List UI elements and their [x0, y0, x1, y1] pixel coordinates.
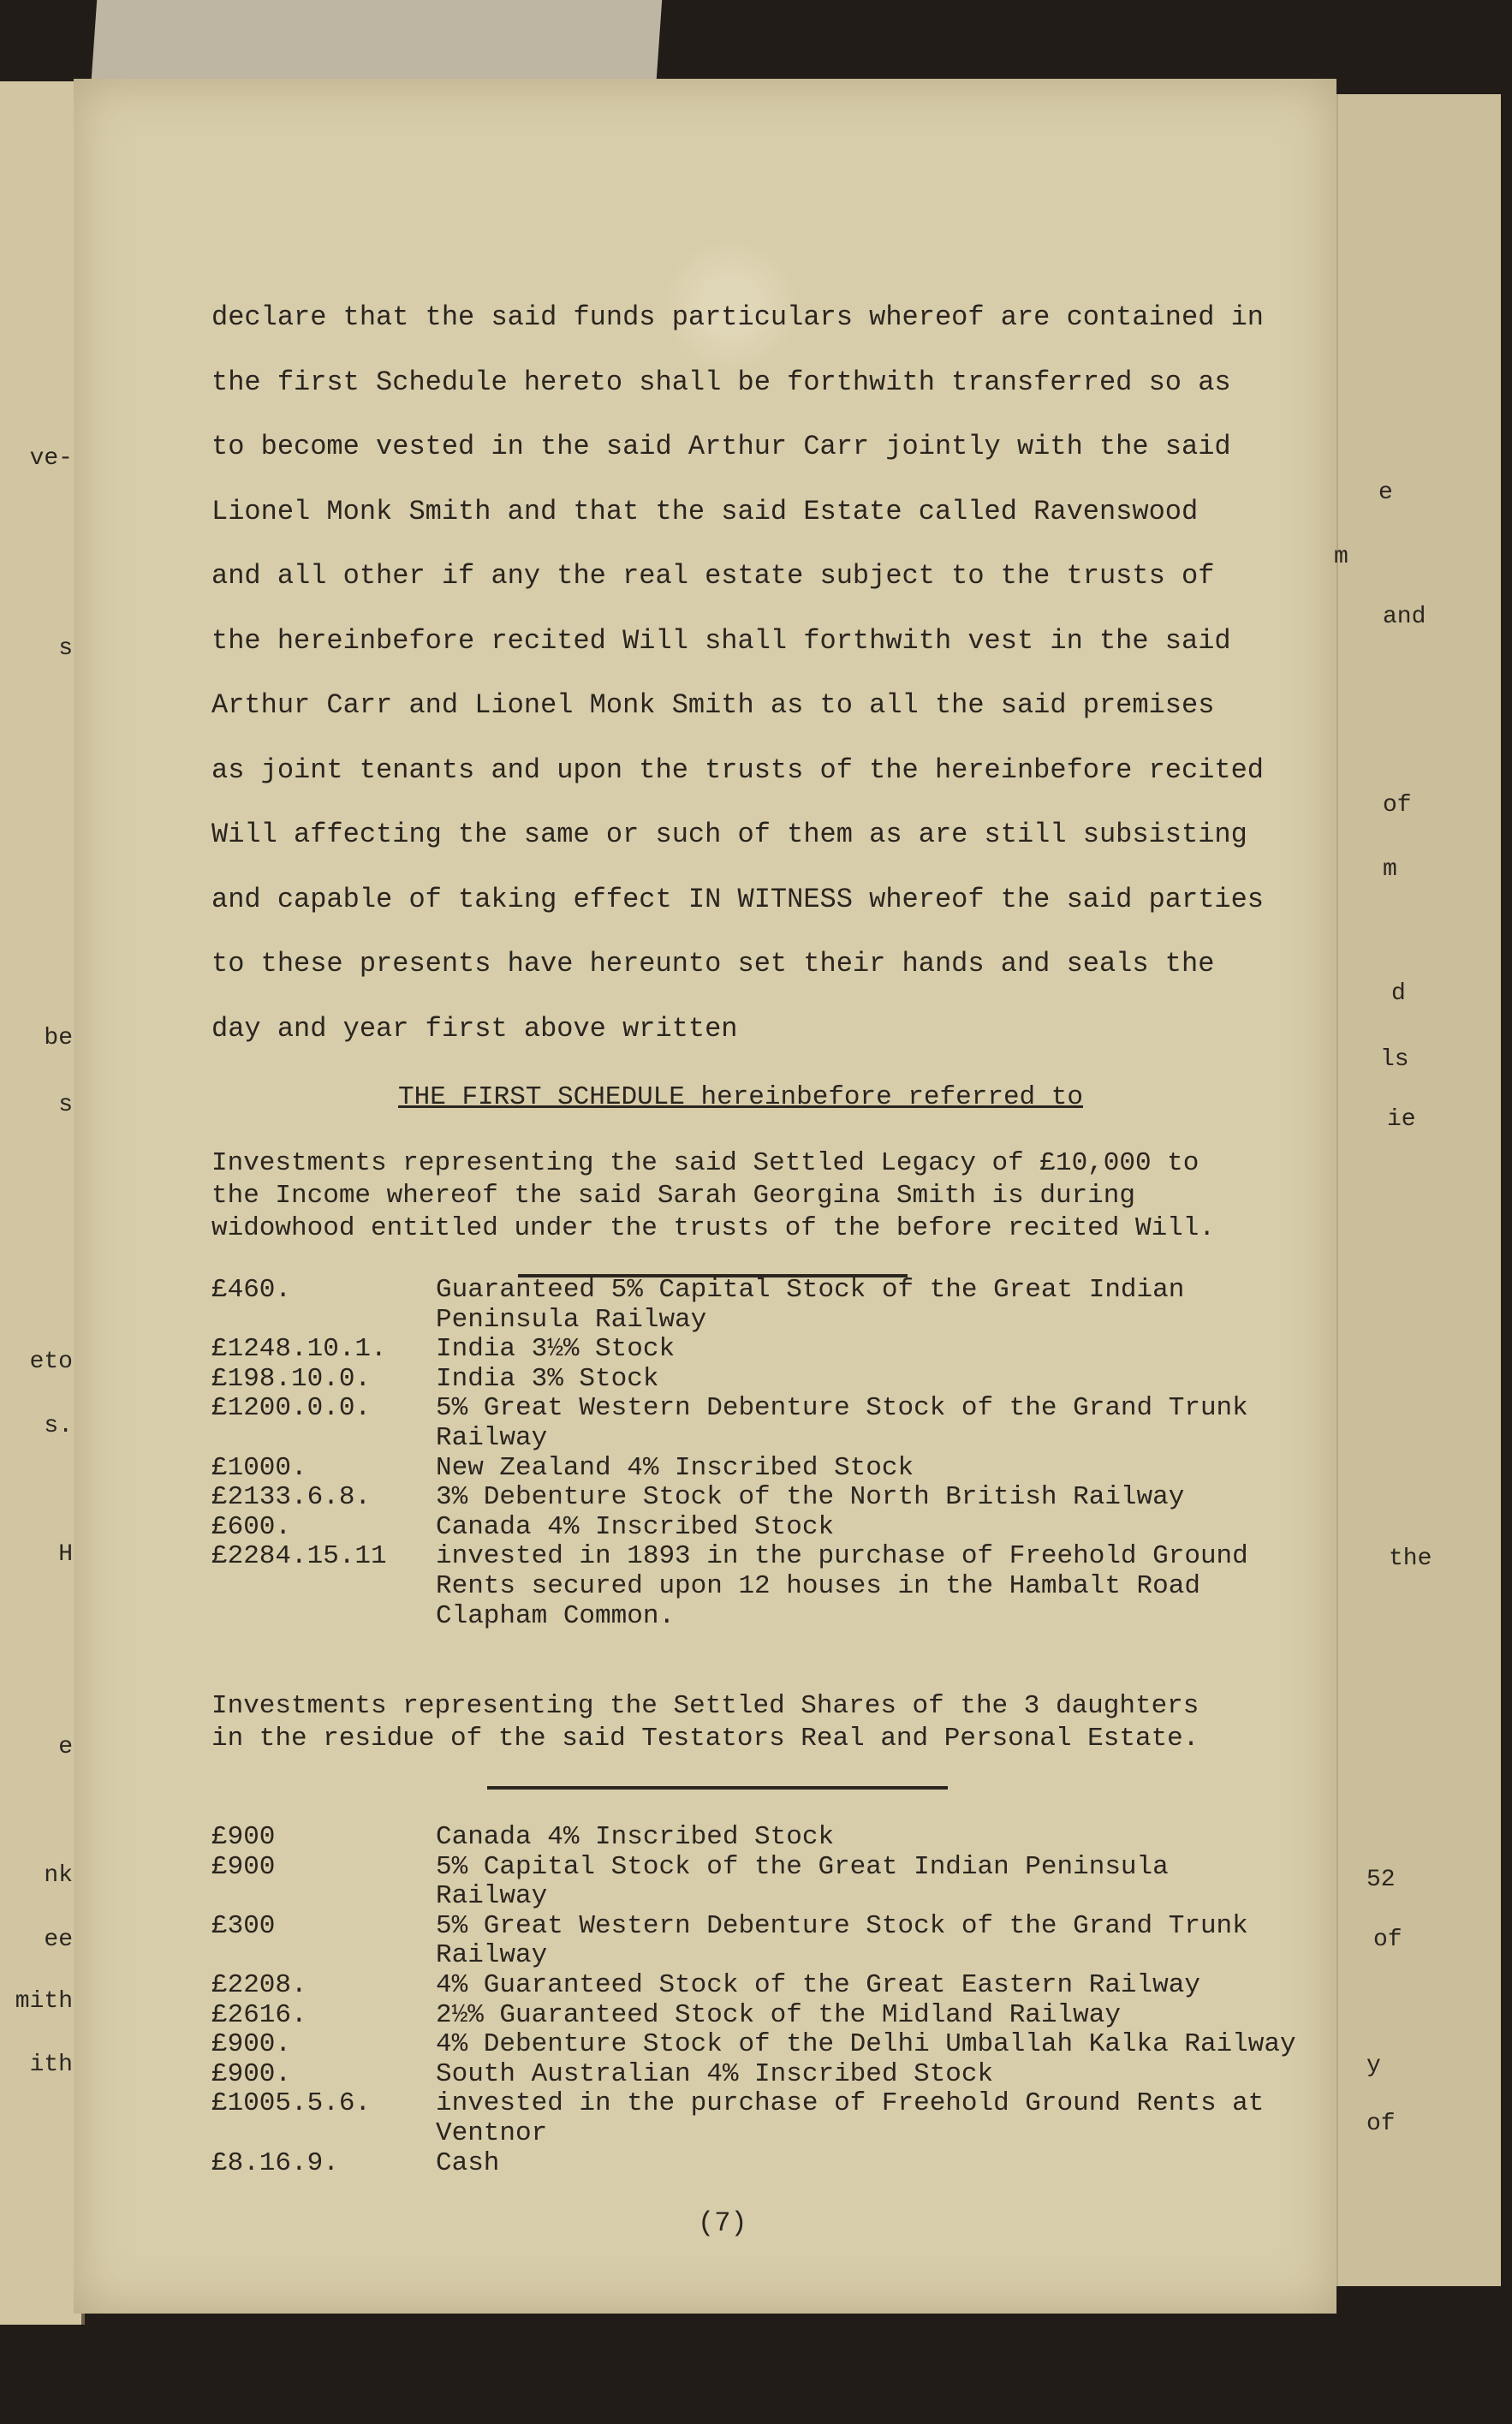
- investment-amount: £1200.0.0.: [211, 1393, 372, 1424]
- paragraph-line: the first Schedule hereto shall be forthwith transferred so as: [211, 366, 1231, 398]
- table-row: [211, 2030, 1296, 2060]
- margin-fragment: 52: [1366, 1867, 1396, 1893]
- investment-amount: £1005.5.6.: [211, 2088, 372, 2119]
- margin-fragment: ee: [44, 1927, 73, 1953]
- margin-fragment: ie: [1387, 1106, 1416, 1133]
- margin-fragment: s.: [44, 1413, 73, 1439]
- investment-amount: £460.: [211, 1275, 292, 1305]
- paragraph-line: Will affecting the same or such of them as are still subsisting: [211, 819, 1247, 850]
- archive-tab: [92, 0, 662, 79]
- investment-amount: £8.16.9.: [211, 2147, 339, 2178]
- margin-fragment: H: [58, 1541, 73, 1568]
- paragraph-line: Lionel Monk Smith and that the said Estate called Ravenswood: [211, 495, 1199, 527]
- investment-amount: £900.: [211, 2029, 292, 2060]
- table-row: [211, 2149, 1296, 2179]
- investment-amount: £2616.: [211, 1999, 307, 2030]
- margin-fragment: m: [1383, 856, 1397, 883]
- investment-description: India 3% Stock: [436, 1363, 659, 1394]
- table-row: [211, 1365, 1248, 1395]
- investment-description: invested in the purchase of Freehold Ground Rents at Ventnor: [436, 2088, 1265, 2148]
- table-row: [211, 1823, 1296, 1853]
- margin-fragment: nk: [44, 1862, 73, 1889]
- margin-fragment: s: [58, 635, 73, 662]
- investment-amount: £900: [211, 1822, 276, 1852]
- paragraph-line: day and year first above written: [211, 1012, 738, 1045]
- investment-description: 5% Capital Stock of the Great Indian Peninsula Railway: [436, 1851, 1169, 1912]
- table-row: [211, 1971, 1296, 2001]
- investment-amount: £900: [211, 1851, 276, 1882]
- page-number: (7): [698, 2207, 747, 2239]
- table-row: [211, 1513, 1248, 1543]
- paragraph-line: to these presents have hereunto set their hands and seals the: [211, 948, 1215, 980]
- paragraph-line: as joint tenants and upon the trusts of the hereinbefore recited: [211, 753, 1264, 786]
- margin-fragment: ith: [29, 2052, 73, 2078]
- investment-description: 4% Debenture Stock of the Delhi Umballah Kalka Railway: [436, 2029, 1296, 2060]
- investment-amount: £1248.10.1.: [211, 1334, 387, 1365]
- investment-amount: £300: [211, 1910, 276, 1941]
- investment-amount: £900.: [211, 2058, 292, 2089]
- margin-fragment: and: [1383, 604, 1426, 630]
- schedule-heading: THE FIRST SCHEDULE hereinbefore referred to: [398, 1082, 1083, 1112]
- margin-fragment: e: [58, 1734, 73, 1760]
- investment-amount: £2208.: [211, 1969, 307, 2000]
- margin-fragment: of: [1383, 792, 1412, 819]
- investment-description: Canada 4% Inscribed Stock: [436, 1511, 835, 1542]
- investment-description: Cash: [436, 2147, 500, 2178]
- margin-fragment: m: [1334, 544, 1348, 570]
- schedule-intro-legacy: Investments representing the said Settled Legacy of £10,000 to the Income whereof the said Sarah Georgina Smith is during widowhood entitled under the trusts of the before recited Will.: [211, 1148, 1215, 1243]
- table-row: [211, 1335, 1248, 1365]
- margin-fragment: of: [1373, 1927, 1402, 1953]
- margin-fragment: y: [1366, 2052, 1381, 2079]
- margin-fragment: the: [1389, 1546, 1432, 1572]
- investment-description: 4% Guaranteed Stock of the Great Eastern Railway: [436, 1969, 1200, 2000]
- table-row: [211, 1853, 1296, 1912]
- investment-description: invested in 1893 in the purchase of Freehold Ground Rents secured upon 12 houses in the Hambalt Road Clapham Common.: [436, 1541, 1248, 1631]
- investment-description: 3% Debenture Stock of the North British Railway: [436, 1482, 1185, 1513]
- margin-fragment: e: [1378, 479, 1393, 506]
- margin-fragment: ve-: [29, 445, 73, 472]
- investment-description: 5% Great Western Debenture Stock of the Grand Trunk Railway: [436, 1910, 1248, 1971]
- investment-description: Guaranteed 5% Capital Stock of the Great Indian Peninsula Railway: [436, 1275, 1185, 1335]
- investment-amount: £198.10.0.: [211, 1363, 372, 1394]
- divider: [487, 1786, 948, 1790]
- table-row: [211, 2060, 1296, 2090]
- paragraph-line: Arthur Carr and Lionel Monk Smith as to all the said premises: [211, 689, 1215, 721]
- investment-amount: £1000.: [211, 1452, 307, 1483]
- margin-fragment: of: [1366, 2111, 1396, 2137]
- paragraph-line: and all other if any the real estate subject to the trusts of: [211, 560, 1215, 592]
- margin-fragment: ls: [1380, 1046, 1409, 1073]
- margin-fragment: be: [44, 1025, 73, 1051]
- investments-table-legacy: [211, 1276, 1248, 1631]
- margin-fragment: eto: [29, 1349, 73, 1375]
- paragraph-line: declare that the said funds particulars whereof are contained in: [211, 301, 1264, 333]
- investment-description: New Zealand 4% Inscribed Stock: [436, 1452, 914, 1483]
- table-row: [211, 1276, 1248, 1335]
- investment-amount: £2133.6.8.: [211, 1482, 372, 1513]
- paragraph-line: the hereinbefore recited Will shall forthwith vest in the said: [211, 624, 1231, 657]
- paragraph-line: to become vested in the said Arthur Carr jointly with the said: [211, 431, 1231, 462]
- investment-description: Canada 4% Inscribed Stock: [436, 1822, 835, 1852]
- table-row: [211, 1542, 1248, 1631]
- investment-description: South Australian 4% Inscribed Stock: [436, 2058, 994, 2089]
- investment-amount: £2284.15.11: [211, 1541, 387, 1572]
- table-row: [211, 1483, 1248, 1513]
- table-row: [211, 1394, 1248, 1453]
- table-row: [211, 2001, 1296, 2031]
- table-row: [211, 1454, 1248, 1484]
- margin-fragment: mith: [15, 1988, 73, 2015]
- investment-description: 5% Great Western Debenture Stock of the Grand Trunk Railway: [436, 1393, 1248, 1453]
- table-row: [211, 2089, 1296, 2148]
- investments-table-shares: [211, 1823, 1296, 2178]
- investment-description: India 3½% Stock: [436, 1334, 676, 1365]
- margin-fragment: s: [58, 1092, 73, 1118]
- paragraph-line: and capable of taking effect IN WITNESS whereof the said parties: [211, 883, 1264, 915]
- schedule-intro-shares: Investments representing the Settled Shares of the 3 daughters in the residue of the said Testators Real and Personal Estate.: [211, 1691, 1199, 1754]
- investment-description: 2½% Guaranteed Stock of the Midland Railway: [436, 1999, 1121, 2030]
- table-row: [211, 1912, 1296, 1971]
- investment-amount: £600.: [211, 1511, 292, 1542]
- right-facing-page: [1331, 94, 1501, 2286]
- margin-fragment: d: [1391, 980, 1406, 1007]
